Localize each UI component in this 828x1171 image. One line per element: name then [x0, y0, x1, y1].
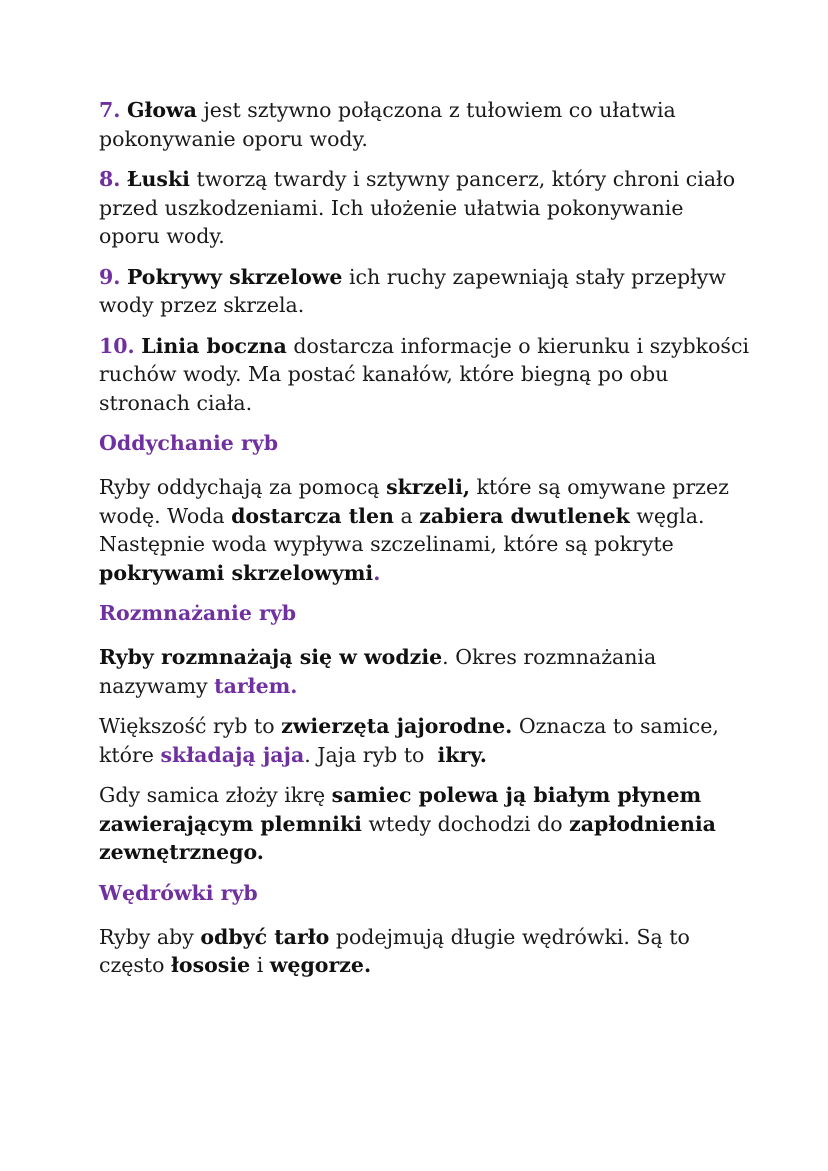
- bold-run: węgorze.: [269, 953, 372, 977]
- item-number: 7.: [99, 98, 121, 122]
- text-run: wtedy dochodzi do: [361, 811, 570, 836]
- text-run: i: [250, 953, 270, 977]
- paragraph-rozmnazanie-3: [99, 781, 749, 867]
- item-term: Linia boczna: [141, 333, 287, 358]
- bold-run: ikry.: [437, 742, 487, 767]
- text-run: Ryby aby: [99, 924, 201, 949]
- bold-run: odbyć tarło: [200, 924, 330, 949]
- item-text: jest sztywno połączona z tułowiem co ułatwia pokonywanie oporu wody.: [99, 98, 676, 151]
- section-heading-oddychanie: Oddychanie ryb: [99, 431, 279, 455]
- text-run: które są omywane przez wodę. Woda: [99, 475, 729, 528]
- item-number: 10.: [99, 333, 135, 358]
- paragraph-rozmnazanie-2: [99, 712, 749, 769]
- text-run: węgla. Następnie woda wypływa szczelinami, które są pokryte: [99, 503, 705, 556]
- bold-run: zabiera dwutlenek: [419, 503, 630, 528]
- text-run: podejmują długie wędrówki. Są to często: [99, 924, 690, 977]
- paragraph-wedrowki: [99, 923, 749, 980]
- item-number: 8.: [99, 167, 121, 191]
- text-run: a: [393, 503, 420, 528]
- item-text: dostarcza informacje o kierunku i szybkości ruchów wody. Ma postać kanałów, które biegną po obu stronach ciała.: [99, 333, 749, 415]
- bold-run: zapłodnienia zewnętrznego.: [99, 811, 716, 864]
- bold-run: Ryby rozmnażają się w wodzie: [99, 645, 443, 669]
- bold-run: pokrywami skrzelowymi: [99, 560, 374, 585]
- section-heading-wedrowki: Wędrówki ryb: [99, 880, 258, 905]
- text-run: . Jaja ryb to: [304, 742, 438, 767]
- bold-run: łososie: [171, 953, 251, 977]
- accent-run: .: [373, 560, 381, 585]
- bold-run: zwierzęta jajorodne.: [281, 714, 513, 738]
- list-item: [99, 332, 749, 418]
- accent-run: tarłem.: [214, 673, 298, 698]
- paragraph-rozmnazanie-1: [99, 643, 749, 700]
- section-heading-rozmnazanie: Rozmnażanie ryb: [99, 601, 297, 625]
- paragraph-oddychanie: [99, 473, 749, 587]
- text-run: Oznacza to samice, które: [99, 714, 719, 767]
- item-term: Łuski: [126, 167, 190, 191]
- bold-run: samiec polewa ją białym płynem zawierającym plemniki: [99, 783, 702, 836]
- list-item: [99, 96, 749, 153]
- accent-run: składają jaja: [160, 742, 305, 767]
- bold-run: skrzeli,: [386, 475, 471, 499]
- item-term: Pokrywy skrzelowe: [126, 264, 343, 289]
- text-run: Większość ryb to: [99, 714, 282, 738]
- list-item: [99, 165, 749, 251]
- page-content: [99, 96, 749, 992]
- item-text: tworzą twardy i sztywny pancerz, który chroni ciało przed uszkodzeniami. Ich ułożenie ułatwia pokonywanie oporu wody.: [99, 167, 736, 248]
- text-run: Ryby oddychają za pomocą: [99, 475, 387, 499]
- item-text: ich ruchy zapewniają stały przepływ wody przez skrzela.: [99, 264, 726, 317]
- text-run: . Okres rozmnażania nazywamy: [99, 645, 657, 698]
- list-item: [99, 263, 749, 320]
- bold-run: dostarcza tlen: [231, 503, 394, 528]
- item-term: Głowa: [126, 98, 197, 122]
- item-number: 9.: [99, 264, 121, 289]
- text-run: Gdy samica złoży ikrę: [99, 783, 332, 807]
